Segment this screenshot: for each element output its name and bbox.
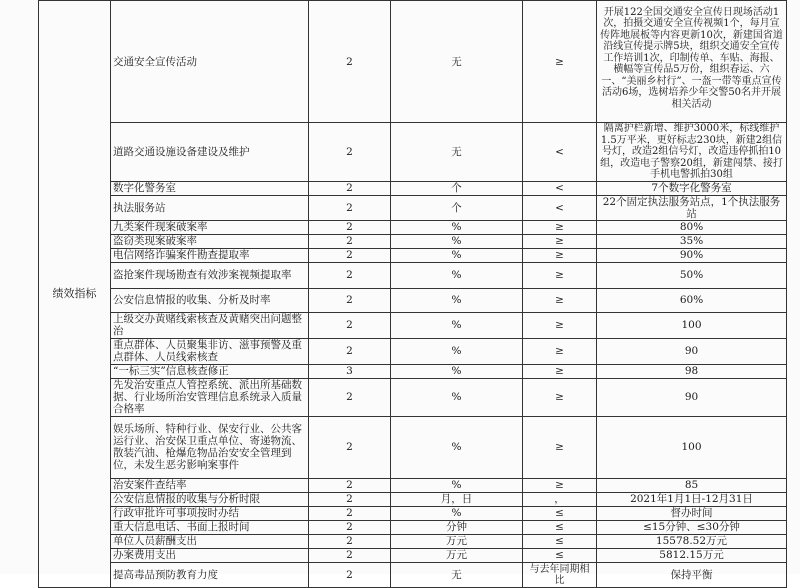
indicator-unit: 万元 [391, 548, 523, 562]
indicator-operator: ≥ [523, 478, 597, 492]
indicator-operator: ≥ [523, 416, 597, 478]
table-row [39, 506, 787, 520]
table-row [39, 416, 787, 478]
indicator-weight: 2 [309, 478, 391, 492]
indicator-unit: 无 [391, 123, 523, 182]
indicator-name: 道路交通设施设备建设及维护 [111, 123, 309, 182]
indicator-name: 公安信息情报的收集与分析时限 [111, 492, 309, 506]
indicator-name: 九类案件现案破案率 [111, 220, 309, 234]
indicator-name: 行政审批许可事项按时办结 [111, 506, 309, 520]
indicator-unit: % [391, 248, 523, 262]
indicator-target: 督办时间 [597, 506, 787, 520]
indicator-operator: ≥ [523, 262, 597, 288]
indicator-name: 单位人员薪酬支出 [111, 534, 309, 548]
table-row [39, 312, 787, 338]
indicator-unit: % [391, 312, 523, 338]
indicator-operator: ≥ [523, 364, 597, 378]
indicator-name: 上级交办黄赌线索核查及黄赌突出问题整治 [111, 312, 309, 338]
indicator-operator: ≥ [523, 248, 597, 262]
indicator-target: 50% [597, 262, 787, 288]
table-row [39, 534, 787, 548]
indicator-unit: % [391, 478, 523, 492]
indicator-target: 隔离护栏新增、维护3000米，标线维护1.5万平米，更好标志230块，新建2组信号灯，改造2组信号灯，改造违停抓拍10组，改造电子警察20组，新建闯禁、接打手机电警抓拍30组 [597, 123, 787, 182]
table-row [39, 378, 787, 416]
indicator-operator: ≤ [523, 520, 597, 534]
indicator-weight: 2 [309, 520, 391, 534]
indicator-target: 7个数字化警务室 [597, 181, 787, 195]
indicator-operator: ≥ [523, 220, 597, 234]
indicator-operator: ≥ [523, 338, 597, 364]
table-row [39, 562, 787, 587]
indicator-unit: % [391, 364, 523, 378]
indicator-weight: 2 [309, 534, 391, 548]
indicator-operator: < [523, 123, 597, 182]
indicator-target: 90 [597, 338, 787, 364]
indicator-name: 公安信息情报的收集、分析及时率 [111, 288, 309, 312]
indicator-unit: % [391, 338, 523, 364]
indicator-target: 35% [597, 234, 787, 248]
indicator-target: 5812.15万元 [597, 548, 787, 562]
indicator-name: 电信网络诈骗案件勘查提取率 [111, 248, 309, 262]
table-row [39, 492, 787, 506]
indicator-name: 治安案件查结率 [111, 478, 309, 492]
table-row [39, 548, 787, 562]
indicator-name: 重点群体、人员聚集非访、滋事预警及重点群体、人员线索核查 [111, 338, 309, 364]
indicator-weight: 2 [309, 416, 391, 478]
category-cell: 绩效指标 [39, 1, 111, 588]
indicator-operator: ≤ [523, 534, 597, 548]
indicator-target: 保持平衡 [597, 562, 787, 587]
table-row [39, 1, 787, 123]
indicator-name: 重大信息电话、书面上报时间 [111, 520, 309, 534]
indicator-target: 90% [597, 248, 787, 262]
indicator-unit: 月，日 [391, 492, 523, 506]
indicator-unit: % [391, 416, 523, 478]
table-row [39, 220, 787, 234]
indicator-name: 交通安全宣传活动 [111, 1, 309, 123]
indicator-operator: ≤ [523, 506, 597, 520]
indicator-target: 85 [597, 478, 787, 492]
indicator-weight: 2 [309, 312, 391, 338]
indicator-name: “一标三实”信息核查修正 [111, 364, 309, 378]
indicator-operator: < [523, 195, 597, 220]
indicator-name: 执法服务站 [111, 195, 309, 220]
indicator-target: 90 [597, 378, 787, 416]
table-row [39, 364, 787, 378]
indicator-unit: 万元 [391, 534, 523, 548]
table-row [39, 288, 787, 312]
indicator-weight: 2 [309, 548, 391, 562]
indicator-unit: % [391, 234, 523, 248]
performance-table [38, 0, 787, 588]
indicator-name: 盗抢案件现场勘查有效涉案视频提取率 [111, 262, 309, 288]
indicator-unit: 个 [391, 195, 523, 220]
indicator-name: 娱乐场所、特种行业、保安行业、公共客运行业、治安保卫重点单位、寄递物流、散装汽油、枪爆危物品治安安全管理到位，未发生恶劣影响案事件 [111, 416, 309, 478]
indicator-weight: 2 [309, 220, 391, 234]
indicator-target: 98 [597, 364, 787, 378]
indicator-unit: 无 [391, 562, 523, 587]
indicator-unit: 无 [391, 1, 523, 123]
indicator-weight: 2 [309, 234, 391, 248]
indicator-operator: < [523, 181, 597, 195]
indicator-unit: 个 [391, 181, 523, 195]
indicator-target: 60% [597, 288, 787, 312]
indicator-target: 22个固定执法服务站点，1个执法服务站 [597, 195, 787, 220]
indicator-weight: 2 [309, 492, 391, 506]
table-row [39, 520, 787, 534]
table-row [39, 338, 787, 364]
indicator-operator: ≥ [523, 234, 597, 248]
indicator-operator: 与去年同期相比 [523, 562, 597, 587]
indicator-operator: ≥ [523, 378, 597, 416]
table-row [39, 234, 787, 248]
indicator-weight: 2 [309, 262, 391, 288]
indicator-name: 盗窃类现案破案率 [111, 234, 309, 248]
indicator-name: 提高毒品预防教育力度 [111, 562, 309, 587]
indicator-target: 开展122全国交通安全宣传日现场活动1次，拍摄交通安全宣传视频1个，每月宣传阵地展板等内容更新10次，新建国省道沿线宣传提示牌5块，组织交通安全宣传工作培训1次，印制传单、车贴、海报、横幅等宣传品5万份，组织春运、六一、“美丽乡村行”、一盔一带等重点宣传活动6场，选树培养少年交警50名并开展相关活动 [597, 1, 787, 123]
indicator-weight: 2 [309, 562, 391, 587]
indicator-weight: 2 [309, 338, 391, 364]
indicator-name: 先发治安重点人管控系统、派出所基础数据、行业场所治安管理信息系统录入质量合格率 [111, 378, 309, 416]
indicator-target: 100 [597, 416, 787, 478]
indicator-unit: % [391, 220, 523, 234]
indicator-operator: ≥ [523, 312, 597, 338]
indicator-weight: 2 [309, 378, 391, 416]
indicator-unit: % [391, 506, 523, 520]
indicator-operator: ≥ [523, 288, 597, 312]
table-row [39, 195, 787, 220]
indicator-weight: 2 [309, 123, 391, 182]
indicator-weight: 2 [309, 288, 391, 312]
table-row [39, 123, 787, 182]
table-row [39, 181, 787, 195]
indicator-weight: 2 [309, 506, 391, 520]
indicator-unit: 分钟 [391, 520, 523, 534]
indicator-operator: ≤ [523, 548, 597, 562]
indicator-unit: % [391, 288, 523, 312]
indicator-weight: 3 [309, 364, 391, 378]
indicator-target: 100 [597, 312, 787, 338]
table-row [39, 262, 787, 288]
indicator-unit: % [391, 262, 523, 288]
indicator-weight: 2 [309, 248, 391, 262]
indicator-weight: 2 [309, 195, 391, 220]
indicator-target: 15578.52万元 [597, 534, 787, 548]
indicator-operator: ≥ [523, 1, 597, 123]
indicator-unit: % [391, 378, 523, 416]
indicator-target: 2021年1月1日-12月31日 [597, 492, 787, 506]
indicator-name: 办案费用支出 [111, 548, 309, 562]
indicator-weight: 2 [309, 181, 391, 195]
indicator-target: ≤15分钟、≤30分钟 [597, 520, 787, 534]
indicator-weight: 2 [309, 1, 391, 123]
indicator-operator: ， [523, 492, 597, 506]
table-row [39, 478, 787, 492]
table-row [39, 248, 787, 262]
indicator-name: 数字化警务室 [111, 181, 309, 195]
indicator-target: 80% [597, 220, 787, 234]
